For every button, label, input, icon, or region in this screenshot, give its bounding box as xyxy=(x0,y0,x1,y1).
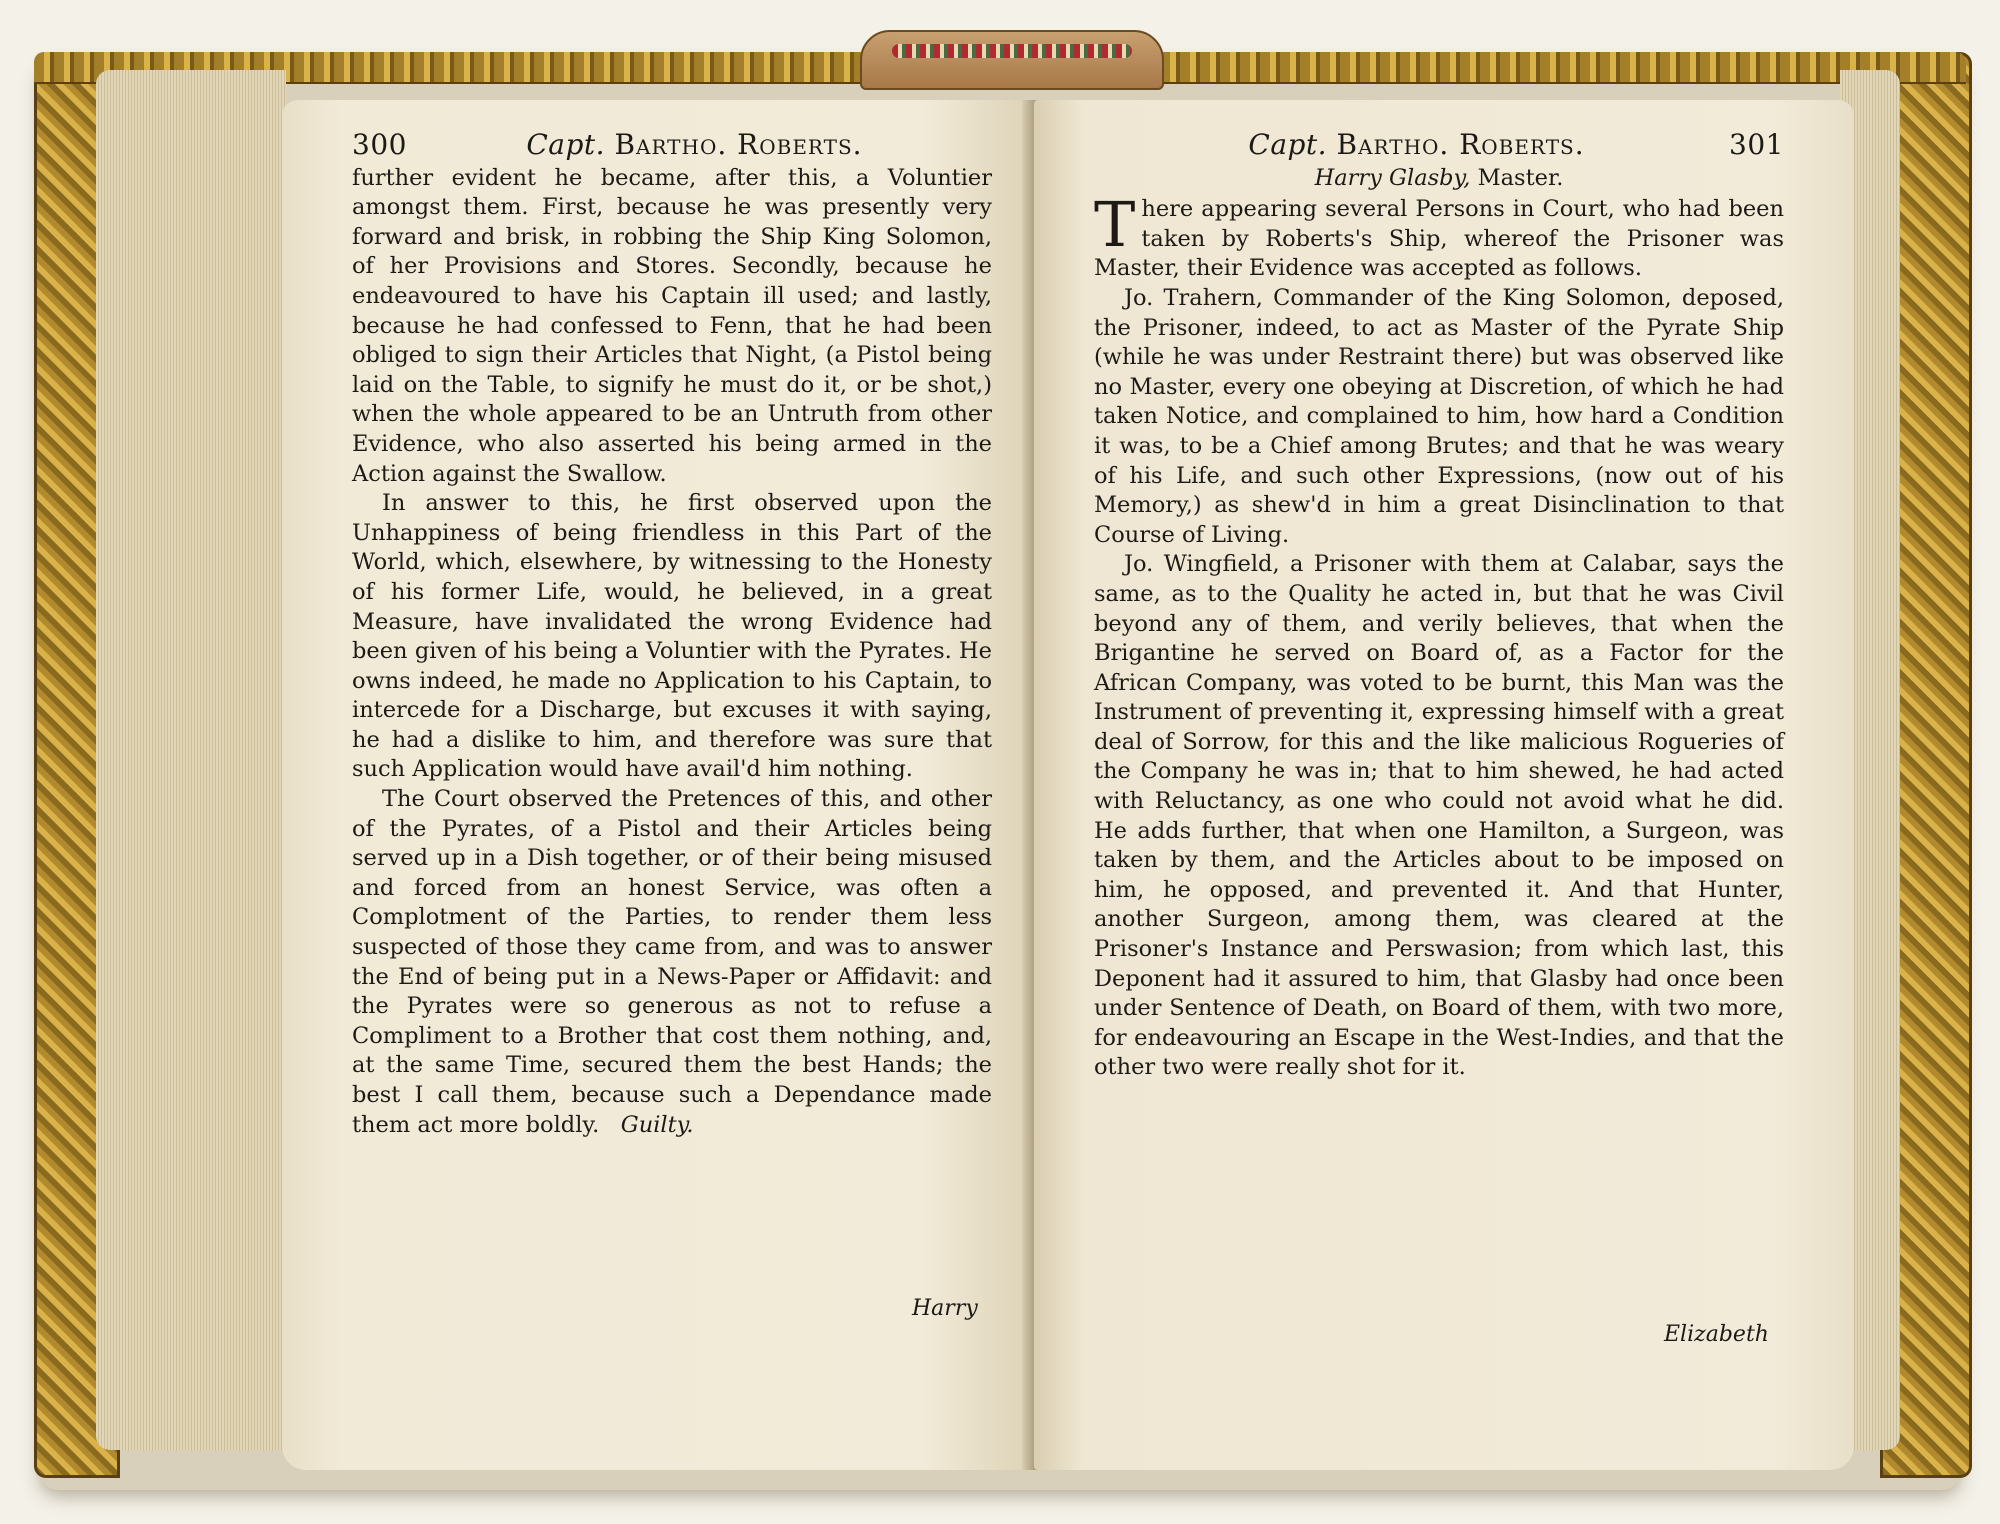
right-running-title-name: Bartho. Roberts. xyxy=(1336,128,1585,161)
left-catchword: Harry xyxy=(912,1296,978,1321)
left-page xyxy=(282,100,1034,1470)
left-page-number: 300 xyxy=(352,128,407,161)
right-catchword: Elizabeth xyxy=(1664,1322,1769,1347)
spine-headband xyxy=(860,30,1164,90)
speaker-heading xyxy=(1094,164,1784,194)
right-paragraph-1: There appearing several Persons in Court, who had been taken by Roberts's Ship, whereof the Prisoner was Master, their Evidence was accepted as follows. xyxy=(1094,188,1784,282)
page-edges-left xyxy=(96,70,286,1450)
right-running-title xyxy=(1248,130,1584,160)
right-page-number: 301 xyxy=(1729,128,1784,161)
headband-stripe xyxy=(892,44,1132,58)
left-paragraph-3 xyxy=(352,785,992,1140)
verdict: Guilty. xyxy=(620,1111,694,1138)
left-running-title-name: Bartho. Roberts. xyxy=(614,128,863,161)
left-paragraph-3-text: The Court observed the Pretences of this, and other of the Pyrates, of a Pistol and their Articles being served up in a Dish together, or of their being misused and forced from an honest Service, was often a Complotment of the Parties, to render them less suspected of those they came from, and was to answer the End of being put in a News-Paper or Affidavit: and the Pyrates were so generous as not to refuse a Compliment to a Brother that cost them nothing, and, at the same Time, secured them the best Hands; the best I call them, because such a Dependance made them act more boldly. xyxy=(352,786,992,1138)
right-running-title-prefix: Capt. xyxy=(1248,128,1328,161)
left-page-text xyxy=(352,130,992,1140)
speaker-role: Master. xyxy=(1477,164,1564,191)
right-running-head xyxy=(1094,130,1784,160)
speaker-name: Harry Glasby, xyxy=(1314,164,1471,191)
left-paragraph-1: further evident he became, after this, a Voluntier amongst them. First, because he was presently very forward and brisk, in robbing the Ship King Solomon, of her Provisions and Stores. Secondly, because he endeavoured to have his Captain ill used; and lastly, because he had confessed to Fenn, that he had been obliged to sign their Articles that Night, (a Pistol being laid on the Table, to signify he must do it, or be shot,) when the whole appeared to be an Untruth from other Evidence, who also asserted his being armed in the Action against the Swallow. xyxy=(352,164,992,487)
right-paragraph-3: Jo. Wingfield, a Prisoner with them at Calabar, says the same, as to the Quality he acted in, but that he was Civil beyond any of them, and verily believes, that when the Brigantine he served on Board of, as a Factor for the African Company, was voted to be burnt, this Man was the Instrument of preventing it, expressing himself with a great deal of Sorrow, for this and the like malicious Rogueries of the Company he was in; that to him shewed, he had acted with Reluctancy, as one who could not avoid what he did. He adds further, that when one Hamilton, a Surgeon, was taken by them, and the Articles about to be imposed on him, he opposed, and prevented it. And that Hunter, another Surgeon, among them, was cleared at the Prisoner's Instance and Perswasion; from which last, this Deponent had it assured to him, that Glasby had once been under Sentence of Death, on Board of them, with two more, for endeavouring an Escape in the West-Indies, and that the other two were really shot for it. xyxy=(1094,551,1784,1081)
left-running-head xyxy=(352,130,992,160)
right-page xyxy=(1034,100,1854,1470)
right-paragraph-2: Jo. Trahern, Commander of the King Solomon, deposed, the Prisoner, indeed, to act as Master of the Pyrate Ship (while he was under Restraint there) but was observed like no Master, every one obeying at Discretion, of which he had taken Notice, and complained to him, how hard a Condition it was, to be a Chief among Brutes; and that he was weary of his Life, and such other Expressions, (now out of his Memory,) as shew'd in him a great Disinclination to that Course of Living. xyxy=(1094,284,1784,548)
left-paragraph-2: In answer to this, he first observed upon the Unhappiness of being friendless in this Part of the World, which, elsewhere, by witnessing to the Honesty of his former Life, would, he believed, in a great Measure, have invalidated the wrong Evidence had been given of his being a Voluntier with the Pyrates. He owns indeed, he made no Application to his Captain, to intercede for a Discharge, but excuses it with saying, he had a dislike to him, and therefore was sure that such Application would have avail'd him nothing. xyxy=(352,490,992,783)
left-running-title-prefix: Capt. xyxy=(526,128,606,161)
right-page-text xyxy=(1094,130,1784,1083)
left-running-title xyxy=(526,130,862,160)
